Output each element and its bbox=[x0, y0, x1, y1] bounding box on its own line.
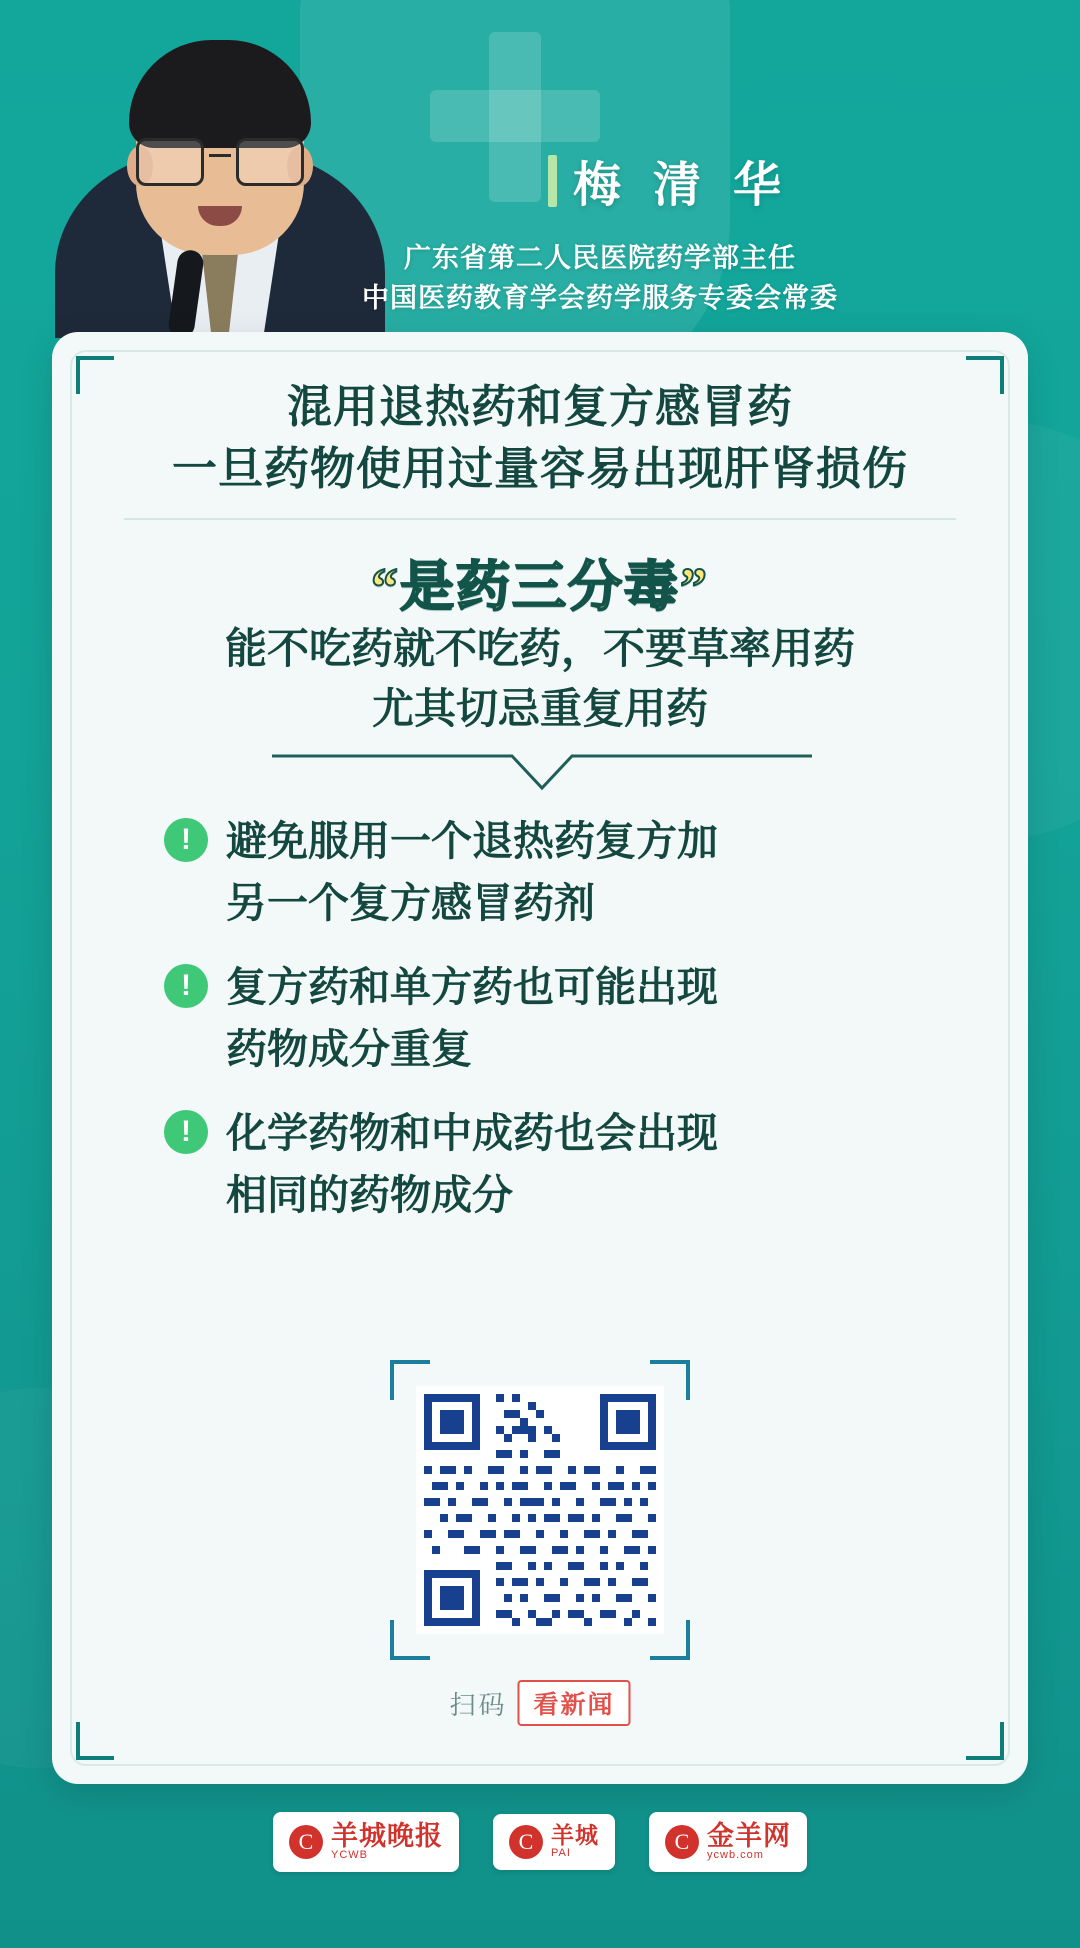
logo-sub-text: PAI bbox=[551, 1847, 571, 1860]
expert-title-line-1: 广东省第二人民医院药学部主任 bbox=[404, 243, 796, 273]
cross-vertical-bar bbox=[489, 32, 541, 202]
glasses-icon bbox=[134, 138, 306, 182]
logo-words bbox=[331, 1822, 443, 1862]
scan-prompt bbox=[449, 1680, 630, 1726]
sub-line-1: 能不吃药就不吃药，不要草率用药 bbox=[224, 627, 855, 673]
logo-words bbox=[551, 1824, 599, 1860]
logo-jinyang-net bbox=[649, 1812, 807, 1872]
bullet-text bbox=[226, 1102, 718, 1226]
qr-code-block[interactable] bbox=[390, 1360, 690, 1660]
exclamation-icon: ! bbox=[164, 818, 208, 862]
exclamation-icon: ! bbox=[164, 1110, 208, 1154]
content-card bbox=[52, 332, 1028, 1784]
quote-text: “是药三分毒” bbox=[371, 557, 709, 617]
scan-label: 扫码 bbox=[449, 1690, 508, 1720]
bullet-line: 相同的药物成分 bbox=[226, 1172, 513, 1218]
bullet-line: 避免服用一个退热药复方加 bbox=[226, 818, 718, 864]
logo-yangcheng-pai bbox=[493, 1814, 615, 1870]
bullet-text bbox=[226, 956, 718, 1080]
glasses-lens-right bbox=[236, 138, 304, 186]
sub-lines bbox=[112, 620, 968, 740]
footer-logos bbox=[0, 1812, 1080, 1872]
list-item bbox=[164, 1102, 954, 1226]
ycwb-mark-icon: C bbox=[289, 1825, 323, 1859]
card-corner-bottom-right bbox=[966, 1722, 1004, 1760]
logo-main-text: 羊城晚报 bbox=[331, 1821, 443, 1851]
bullet-line: 复方药和单方药也可能出现 bbox=[226, 964, 718, 1010]
bullet-line: 另一个复方感冒药剂 bbox=[226, 880, 595, 926]
bullet-text bbox=[226, 810, 718, 934]
list-item bbox=[164, 956, 954, 1080]
yangcheng-mark-icon: C bbox=[509, 1825, 543, 1859]
logo-sub-text: ycwb.com bbox=[707, 1849, 764, 1862]
bullet-line: 药物成分重复 bbox=[226, 1026, 472, 1072]
bullet-list bbox=[164, 810, 954, 1248]
card-corner-top-left bbox=[76, 356, 114, 394]
view-news-badge[interactable]: 看新闻 bbox=[518, 1680, 631, 1726]
logo-sub-text: YCWB bbox=[331, 1849, 368, 1862]
card-corner-top-right bbox=[966, 356, 1004, 394]
jinyang-mark-icon: C bbox=[665, 1825, 699, 1859]
card-corner-bottom-left bbox=[76, 1722, 114, 1760]
glasses-bridge bbox=[209, 154, 231, 157]
expert-name: 梅 清 华 bbox=[573, 159, 792, 212]
portrait-hair bbox=[129, 40, 311, 148]
glasses-lens-left bbox=[136, 138, 204, 186]
qr-code-image[interactable] bbox=[416, 1386, 664, 1634]
expert-name-plate bbox=[548, 146, 791, 215]
list-item bbox=[164, 810, 954, 934]
headline-line-1: 混用退热药和复方感冒药 bbox=[286, 382, 793, 432]
exclamation-icon: ! bbox=[164, 964, 208, 1008]
sub-line-2: 尤其切忌重复用药 bbox=[371, 687, 708, 733]
logo-main-text: 羊城 bbox=[551, 1823, 599, 1849]
expert-title-line-2: 中国医药教育学会药学服务专委会常委 bbox=[362, 283, 838, 313]
name-accent-bar bbox=[548, 155, 557, 207]
headline bbox=[112, 376, 968, 500]
bullet-line: 化学药物和中成药也会出现 bbox=[226, 1110, 718, 1156]
logo-ycwb-evening-news bbox=[273, 1812, 459, 1872]
logo-main-text: 金羊网 bbox=[707, 1821, 791, 1851]
logo-words bbox=[707, 1822, 791, 1862]
headline-line-2: 一旦药物使用过量容易出现肝肾损伤 bbox=[171, 444, 908, 494]
headline-divider bbox=[124, 518, 956, 520]
arrow-separator bbox=[272, 754, 812, 794]
expert-titles bbox=[0, 238, 1080, 318]
